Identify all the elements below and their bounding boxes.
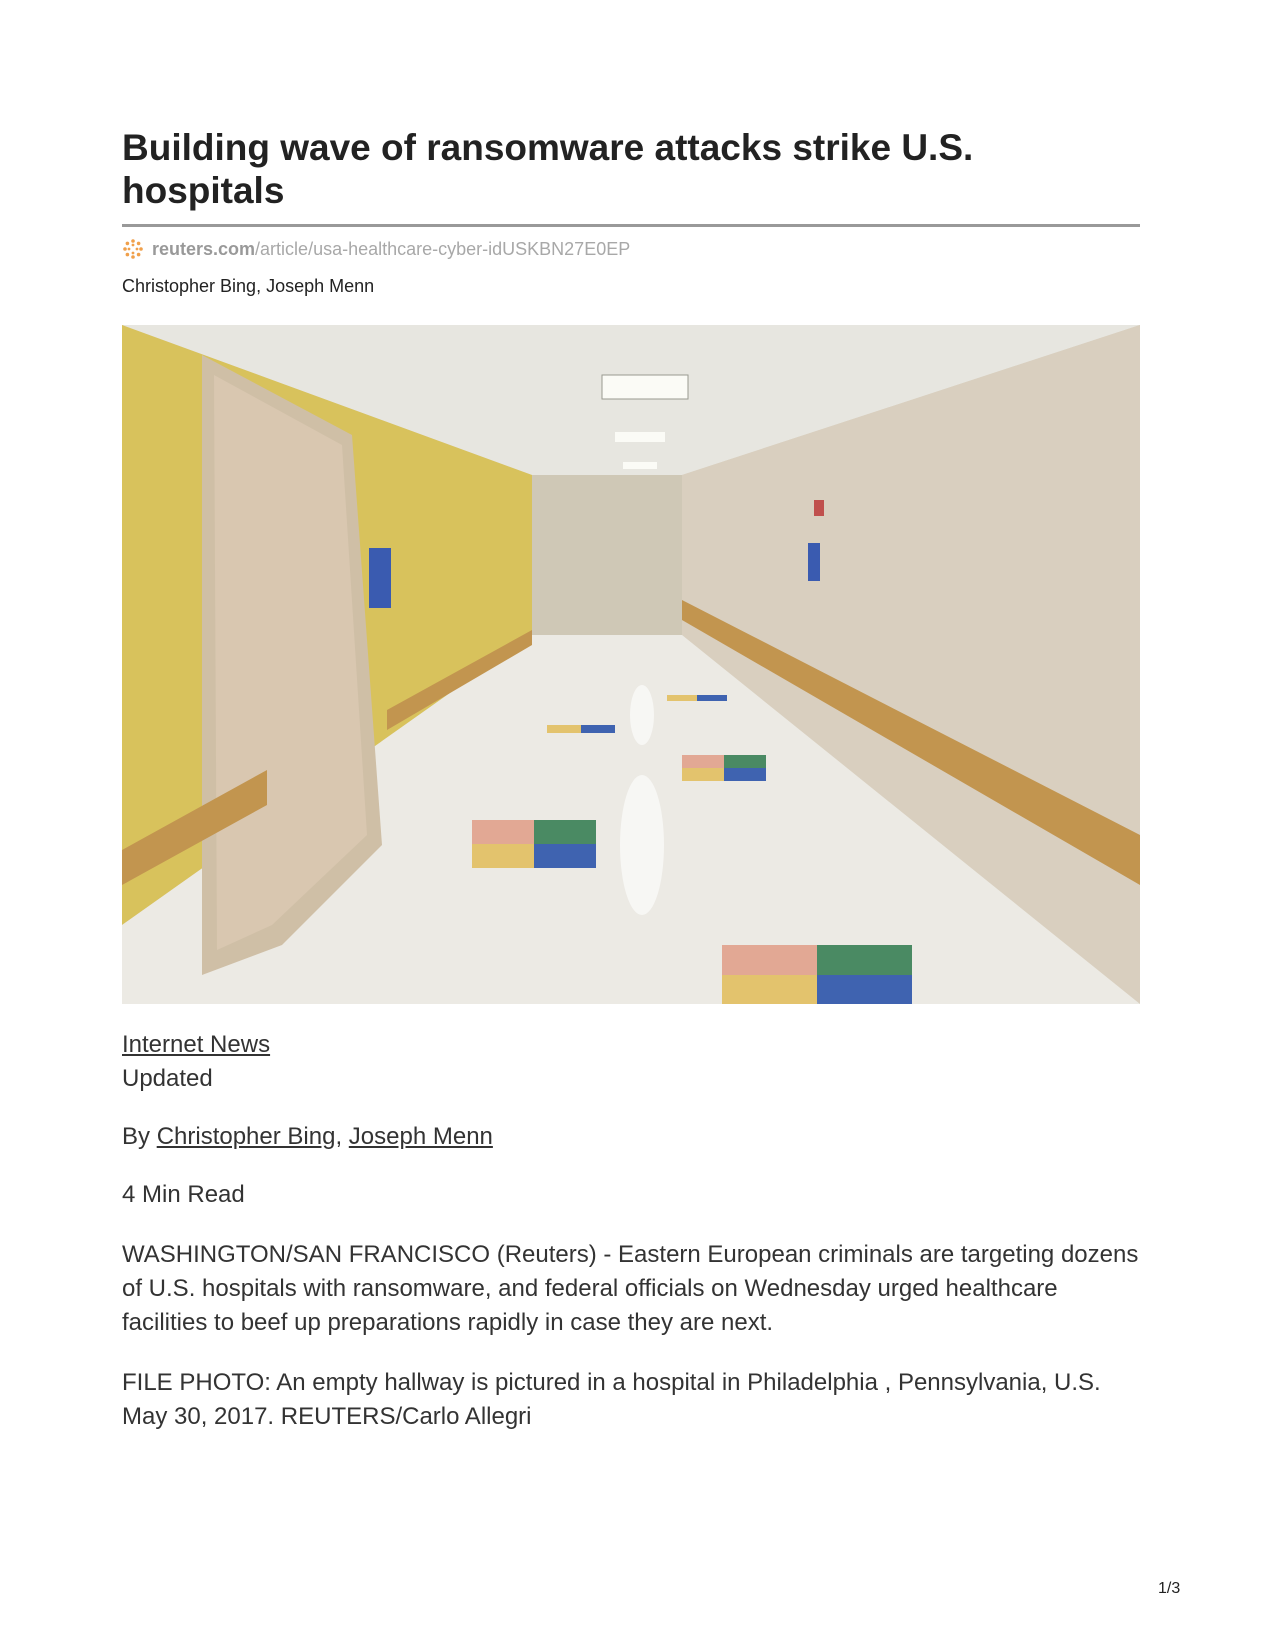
- source-domain: reuters.com: [152, 238, 256, 259]
- byline: Christopher Bing, Joseph Menn: [122, 276, 375, 296]
- author-link-joseph-menn[interactable]: Joseph Menn: [348, 1123, 493, 1150]
- author-line: [122, 1120, 1140, 1154]
- author-link-christopher-bing[interactable]: Christopher Bing: [156, 1123, 336, 1150]
- source-line[interactable]: [122, 237, 630, 261]
- by-prefix: By: [122, 1123, 157, 1150]
- read-time: 4 Min Read: [122, 1181, 245, 1208]
- category-link[interactable]: Internet News: [122, 1031, 271, 1058]
- reuters-logo-icon: [122, 238, 144, 260]
- title-divider: [122, 224, 1140, 227]
- article-title: Building wave of ransomware attacks strike U.S. hospitals: [122, 127, 974, 211]
- author-separator: ,: [335, 1123, 349, 1150]
- photo-caption: FILE PHOTO: An empty hallway is pictured in a hospital in Philadelphia , Pennsylvania, U.S. May 30, 2017. REUTERS/Carlo Allegri: [122, 1369, 1101, 1430]
- page-number: 1/3: [1158, 1580, 1181, 1597]
- updated-label: Updated: [122, 1065, 213, 1092]
- article-paragraph-1: WASHINGTON/SAN FRANCISCO (Reuters) - Eastern European criminals are targeting dozens of U.S. hospitals with ransomware, and federal officials on Wednesday urged healthcare facilities to beef up preparations rapidly in case they are next.: [122, 1241, 1139, 1336]
- source-path: /article/usa-healthcare-cyber-idUSKBN27E0EP: [255, 238, 631, 259]
- hero-photo-hospital-hallway: [122, 325, 1140, 1004]
